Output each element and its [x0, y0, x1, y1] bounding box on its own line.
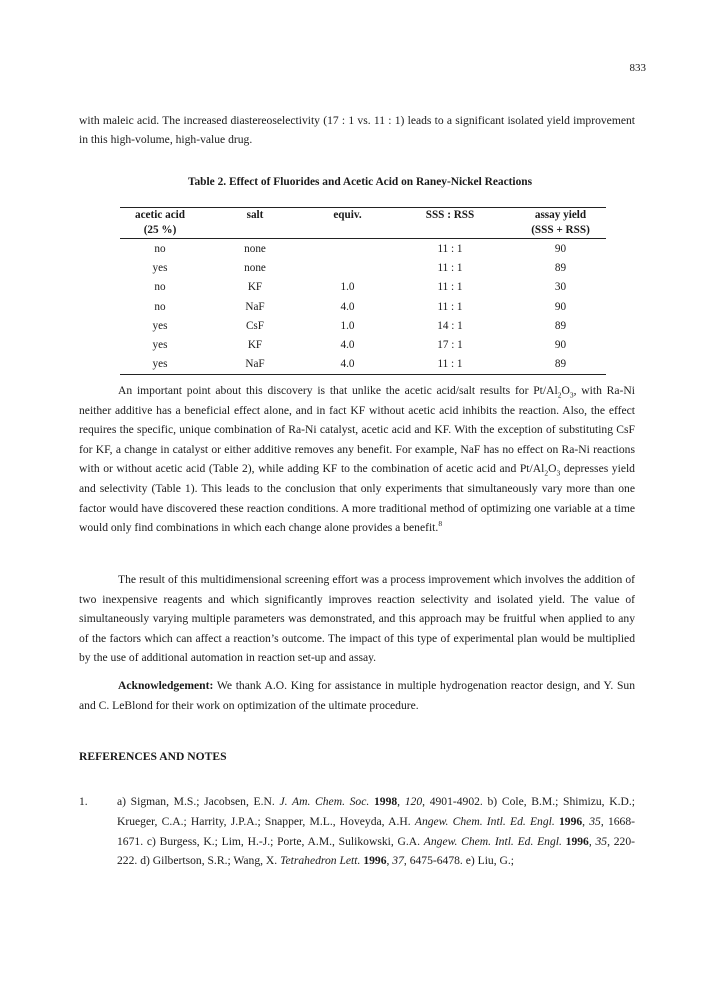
page-number: 833 [629, 62, 646, 74]
cell-equiv: 4.0 [340, 339, 355, 352]
p1-text-b: O [561, 384, 570, 397]
table-row [120, 355, 606, 375]
cell-equiv: 4.0 [340, 300, 355, 313]
cell-acid: yes [152, 261, 168, 274]
table-row [120, 335, 606, 354]
reference-segment: , [588, 834, 596, 848]
reference-segment: Tetrahedron Lett. [280, 854, 361, 868]
table-header-row [120, 208, 606, 239]
p1-footnote-mark: 8 [438, 519, 443, 529]
cell-yield: 89 [554, 261, 567, 274]
header-salt: salt [246, 209, 264, 221]
reference-segment: 1996 [363, 854, 387, 868]
reference-body [117, 792, 635, 871]
cell-yield: 90 [554, 300, 567, 313]
p1-sub-4: 3 [556, 468, 561, 478]
cell-acid: yes [152, 319, 168, 332]
cell-salt: none [244, 242, 266, 255]
header-yield-label: assay yield [534, 209, 587, 221]
reference-segment: 37 [392, 854, 404, 868]
table-row [120, 258, 606, 277]
reference-segment: , [397, 795, 405, 808]
cell-salt: NaF [245, 358, 265, 371]
cell-ratio: 14 : 1 [437, 319, 463, 332]
p1-text-e: depresses yield and selectivity (Table 1). This leads to the conclusion that only experiments that simultaneously vary more than one factor would have discovered these reaction conditions. A more traditional method of optimizing one variable at a time would only find combinations in which each change alone provides a benefit. [79, 462, 635, 535]
cell-salt: NaF [245, 300, 265, 313]
reference-segment: Angew. Chem. Intl. Ed. Engl. [423, 834, 562, 848]
cell-equiv: 1.0 [340, 281, 355, 294]
cell-yield: 89 [554, 358, 567, 371]
table-title: Table 2. Effect of Fluorides and Acetic Acid on Raney-Nickel Reactions [187, 176, 533, 188]
reference-segment: Angew. Chem. Intl. Ed. Engl. [414, 814, 555, 828]
header-ratio: SSS : RSS [425, 209, 475, 221]
p1-text-a: An important point about this discovery is that unlike the acetic acid/salt results for Pt/Al [118, 384, 558, 397]
reference-1 [79, 792, 635, 871]
cell-equiv [310, 258, 385, 277]
reference-segment: J. Am. Chem. Soc. [279, 795, 370, 808]
header-acetic-acid-sub: (25 %) [143, 224, 177, 236]
cell-acid: no [154, 281, 166, 294]
cell-ratio: 11 : 1 [437, 358, 463, 371]
p1-text-c: , with Ra-Ni neither additive has a beneficial effect alone, and in fact KF without acetic acid inhibits the reaction. Also, the effect requires the specific, unique combination of Ra-Ni catalyst, acetic acid and KF. With the exception of substituting CsF for KF, a change in catalyst or either additive removes any benefit. For example, NaF has no effect on Ra-Ni reactions with or without acetic acid (Table 2), while adding KF to the combination of acetic acid and Pt/Al [79, 384, 636, 476]
cell-acid: yes [152, 339, 168, 352]
cell-acid: no [154, 242, 166, 255]
header-acetic-acid-label: acetic acid [134, 209, 185, 221]
results-table [120, 207, 606, 375]
cell-ratio: 17 : 1 [437, 339, 463, 352]
cell-yield: 90 [554, 339, 567, 352]
cell-yield: 30 [554, 281, 567, 294]
header-acetic-acid [120, 208, 200, 239]
reference-number: 1. [79, 795, 88, 808]
cell-acid: no [154, 300, 166, 313]
p1-sub-3: 2 [544, 468, 549, 478]
paragraph-discovery [79, 381, 635, 538]
cell-equiv [310, 239, 385, 259]
reference-segment: 1996 [565, 834, 589, 848]
cell-ratio: 11 : 1 [437, 300, 463, 313]
p1-sub-1: 2 [557, 390, 562, 400]
table-row [120, 297, 606, 316]
cell-equiv: 4.0 [340, 358, 355, 371]
acknowledgement-text: We thank A.O. King for assistance in multiple hydrogenation reactor design, and Y. Sun and C. LeBlond for their work on optimization of the ultimate procedure. [79, 679, 635, 712]
reference-segment: 35 [589, 814, 601, 828]
cell-ratio: 11 : 1 [437, 261, 463, 274]
reference-segment: , 1668-1671. c) Burgess, K.; Lim, H.-J.; Porte, A.M., Sulikowski, G.A. [117, 814, 635, 848]
reference-segment: a) Sigman, M.S.; Jacobsen, E.N. [117, 795, 280, 808]
cell-salt: none [244, 261, 266, 274]
cell-yield: 89 [554, 319, 567, 332]
intro-paragraph: with maleic acid. The increased diastereoselectivity (17 : 1 vs. 11 : 1) leads to a significant isolated yield improvement in this high-volume, high-value drug. [79, 114, 635, 146]
reference-segment: 1998 [373, 795, 398, 808]
reference-segment: 120 [404, 795, 423, 808]
paragraph-result: The result of this multidimensional screening effort was a process improvement which involves the addition of two inexpensive reagents and which significantly improves reaction selectivity and isolated yield. The value of simultaneously varying multiple parameters was demonstrated, and this approach may be fruitful when applied to any of the factors which can affect a reaction’s outcome. The impact of this type of experimental plan would be multiplied by the use of additional automation in reaction set-up and assay. [79, 573, 635, 665]
reference-segment: , 6475-6478. e) Liu, G.; [403, 854, 515, 868]
cell-acid: yes [152, 358, 168, 371]
reference-segment: , [582, 814, 590, 828]
table-row [120, 316, 606, 335]
acknowledgement [79, 676, 635, 715]
reference-segment: , 220-222. d) Gilbertson, S.R.; Wang, X. [117, 834, 635, 868]
header-yield-sub: (SSS + RSS) [531, 224, 590, 236]
table-row [120, 278, 606, 297]
table-row [120, 239, 606, 259]
cell-salt: CsF [245, 319, 265, 332]
cell-salt: KF [247, 339, 263, 352]
reference-segment: , 4901-4902. b) Cole, B.M.; Shimizu, K.D.; Krueger, C.A.; Harrity, J.P.A.; Snapper, M.L., Hoveyda, A.H. [117, 795, 636, 828]
reference-segment: , [386, 854, 393, 868]
acknowledgement-label: Acknowledgement: [118, 679, 214, 692]
cell-yield: 90 [554, 242, 567, 255]
table-body [120, 239, 606, 375]
reference-segment: 35 [595, 834, 608, 848]
header-yield [515, 208, 606, 239]
cell-ratio: 11 : 1 [437, 242, 463, 255]
reference-segment: 1996 [558, 814, 583, 828]
header-equiv: equiv. [333, 209, 362, 221]
p1-sub-2: 3 [569, 390, 574, 400]
references-heading: REFERENCES AND NOTES [79, 750, 227, 763]
p1-text-d: O [548, 462, 557, 476]
cell-equiv: 1.0 [340, 319, 355, 332]
cell-ratio: 11 : 1 [437, 281, 463, 294]
cell-salt: KF [247, 281, 263, 294]
